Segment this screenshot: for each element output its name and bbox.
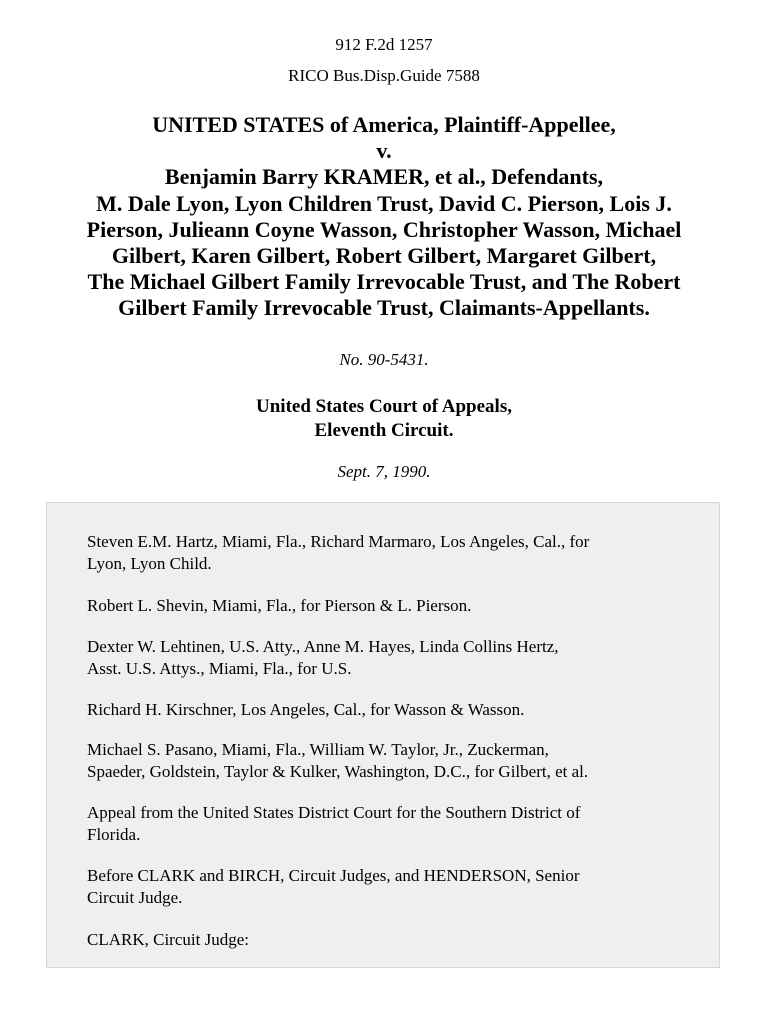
caption-line: Gilbert, Karen Gilbert, Robert Gilbert, Margaret Gilbert, bbox=[111, 243, 657, 269]
paragraph-line: Circuit Judge. bbox=[87, 888, 183, 907]
court-name-line: United States Court of Appeals, bbox=[256, 396, 512, 417]
case-caption bbox=[40, 112, 728, 322]
docket-number: No. 90-5431. bbox=[339, 350, 429, 369]
caption-line: v. bbox=[376, 138, 392, 164]
paragraph-line: Dexter W. Lehtinen, U.S. Atty., Anne M. Hayes, Linda Collins Hertz, bbox=[87, 637, 559, 656]
paragraph-line: Lyon, Lyon Child. bbox=[87, 554, 212, 573]
paragraph-line: Before CLARK and BIRCH, Circuit Judges, and HENDERSON, Senior bbox=[87, 866, 580, 885]
court-name bbox=[0, 395, 768, 443]
paragraph-line: Richard H. Kirschner, Los Angeles, Cal., for Wasson & Wasson. bbox=[87, 700, 525, 719]
reporter-citation: 912 F.2d 1257 bbox=[335, 35, 433, 54]
caption-line: UNITED STATES of America, Plaintiff-Appellee, bbox=[152, 112, 616, 137]
caption-line: Gilbert Family Irrevocable Trust, Claimants-Appellants. bbox=[118, 295, 650, 321]
appeal-source-paragraph bbox=[87, 802, 687, 846]
caption-line: Pierson, Julieann Coyne Wasson, Christopher Wasson, Michael bbox=[86, 216, 682, 242]
paragraph-line: CLARK, Circuit Judge: bbox=[87, 930, 249, 949]
counsel-paragraph bbox=[87, 595, 687, 617]
counsel-paragraph bbox=[87, 739, 687, 783]
counsel-paragraph bbox=[87, 699, 687, 721]
decision-date: Sept. 7, 1990. bbox=[337, 462, 431, 481]
paragraph-line: Florida. bbox=[87, 825, 141, 844]
paragraph-line: Appeal from the United States District Court for the Southern District of bbox=[87, 803, 581, 822]
counsel-paragraph bbox=[87, 636, 687, 680]
counsel-paragraph bbox=[87, 531, 687, 575]
caption-line: Benjamin Barry KRAMER, et al., Defendants, bbox=[164, 164, 604, 190]
caption-line: M. Dale Lyon, Lyon Children Trust, David C. Pierson, Lois J. bbox=[96, 190, 672, 216]
paragraph-line: Michael S. Pasano, Miami, Fla., William W. Taylor, Jr., Zuckerman, bbox=[87, 740, 549, 759]
paragraph-line: Spaeder, Goldstein, Taylor & Kulker, Washington, D.C., for Gilbert, et al. bbox=[87, 762, 589, 781]
paragraph-line: Asst. U.S. Attys., Miami, Fla., for U.S. bbox=[87, 659, 352, 678]
caption-line: The Michael Gilbert Family Irrevocable Trust, and The Robert bbox=[87, 269, 681, 295]
paragraph-line: Steven E.M. Hartz, Miami, Fla., Richard Marmaro, Los Angeles, Cal., for bbox=[87, 532, 590, 551]
paragraph-line: Robert L. Shevin, Miami, Fla., for Pierson & L. Pierson. bbox=[87, 596, 472, 615]
counsel-panel bbox=[46, 502, 720, 968]
opinion-author bbox=[87, 929, 687, 951]
panel-judges-paragraph bbox=[87, 865, 687, 909]
secondary-citation: RICO Bus.Disp.Guide 7588 bbox=[288, 66, 480, 85]
court-name-line: Eleventh Circuit. bbox=[314, 420, 454, 441]
